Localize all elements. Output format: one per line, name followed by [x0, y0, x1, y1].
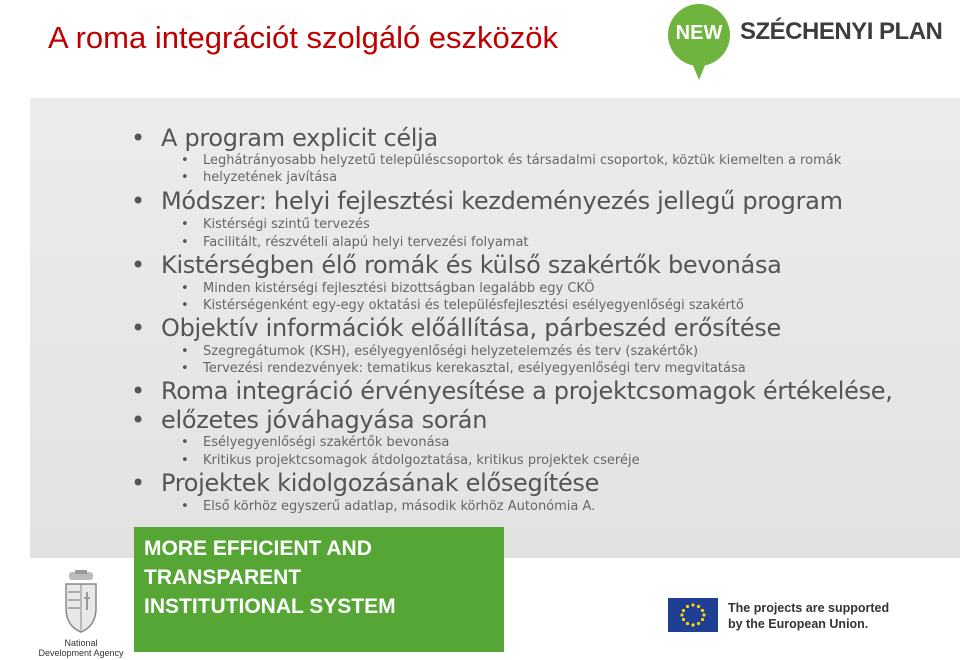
logo-badge-text: NEW — [675, 22, 723, 44]
eu-support-text — [728, 600, 889, 632]
bullet-sub: • Kistérségi szintű tervezés — [203, 217, 370, 232]
bullet-main: • Kistérségben élő romák és külső szakértők bevonása — [161, 251, 782, 279]
bullet-main: • Módszer: helyi fejlesztési kezdeményezés jellegű program — [161, 187, 843, 215]
eu-stars-icon — [668, 598, 718, 632]
nda-line: National — [64, 638, 98, 648]
bullet-sub: • Leghátrányosabb helyzetű településcsoportok és társadalmi csoportok, köztük kiemelten a romák — [203, 153, 841, 168]
bullet-main: • Roma integráció érvényesítése a projektcsomagok értékelése, — [161, 377, 893, 405]
banner-text — [144, 534, 396, 621]
bullet-main: • A program explicit célja — [161, 124, 438, 152]
eu-line: by the European Union. — [728, 617, 869, 631]
nda-line: Development Agency — [38, 648, 124, 658]
nda-caption — [36, 638, 126, 658]
szechenyi-plan-logo — [668, 4, 943, 80]
national-development-agency-logo — [36, 570, 126, 658]
bullet-sub: • Kritikus projektcsomagok átdolgoztatása, kritikus projektek cseréje — [203, 453, 640, 468]
bullet-sub: • Facilitált, részvételi alapú helyi tervezési folyamat — [203, 235, 529, 250]
logo-pin-tail-icon — [690, 58, 708, 80]
hungarian-coat-of-arms-icon — [36, 570, 126, 636]
efficiency-banner — [134, 527, 504, 652]
bullet-sub: • Kistérségenként egy-egy oktatási és településfejlesztési esélyegyenlőségi szakértő — [203, 298, 744, 313]
bullet-main: • Projektek kidolgozásának elősegítése — [161, 469, 599, 497]
bullet-sub: • Első körhöz egyszerű adatlap, második körhöz Autonómia A. — [203, 499, 595, 514]
bullet-sub: • Minden kistérségi fejlesztési bizottságban legalább egy CKÖ — [203, 281, 594, 296]
banner-line: MORE EFFICIENT AND — [144, 537, 372, 560]
page-title: A roma integrációt szolgáló eszközök — [48, 20, 559, 55]
bullet-sub: • Tervezési rendezvények: tematikus kerekasztal, esélyegyenlőségi terv megvitatása — [203, 361, 746, 376]
bullet-main: • Objektív információk előállítása, párbeszéd erősítése — [161, 314, 781, 342]
logo-name: SZÉCHENYI PLAN — [740, 18, 943, 45]
banner-line: INSTITUTIONAL SYSTEM — [144, 595, 396, 618]
eu-line: The projects are supported — [728, 601, 890, 615]
bullet-sub: • Szegregátumok (KSH), esélyegyenlőségi helyzetelemzés és terv (szakértők) — [203, 344, 698, 359]
banner-line: TRANSPARENT — [144, 566, 302, 589]
eu-flag-icon — [668, 598, 718, 632]
bullet-sub: • Esélyegyenlőségi szakértők bevonása — [203, 435, 449, 450]
